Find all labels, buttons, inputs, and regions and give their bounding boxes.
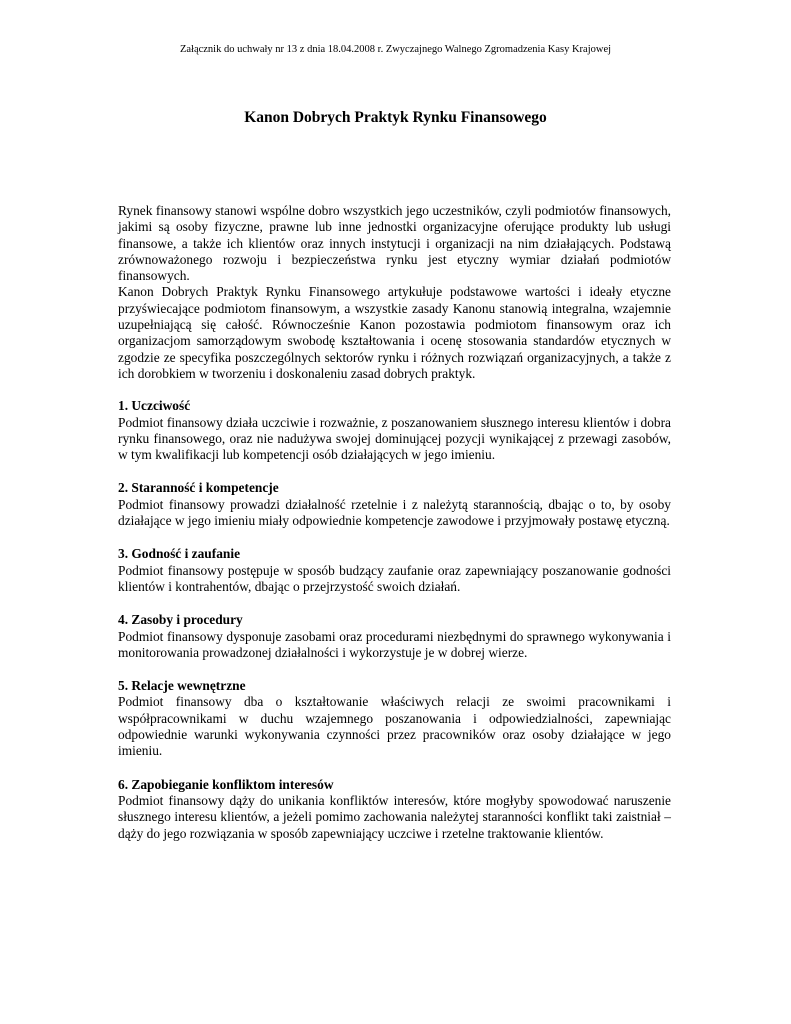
section-heading: 4. Zasoby i procedury — [118, 612, 243, 628]
section-heading: 3. Godność i zaufanie — [118, 546, 241, 562]
header-note: Załącznik do uchwały nr 13 z dnia 18.04.2008 r. Zwyczajnego Walnego Zgromadzenia Kasy Krajowej — [179, 44, 612, 55]
section-godnosc — [118, 546, 671, 595]
section-text: Podmiot finansowy postępuje w sposób budzący zaufanie oraz zapewniający poszanowanie godności klientów i kontrahentów, dbając o przejrzystość swoich działań. — [118, 562, 671, 594]
section-relacje — [118, 678, 671, 759]
section-text: Podmiot finansowy dba o kształtowanie właściwych relacji ze swoimi pracownikami i współpracownikami w duchu wzajemnego poszanowania i odpowiedzialności, zapewniając odpowiednie warunki wykonywania czynności przez pracowników oraz osoby działające w jego imieniu. — [118, 694, 671, 759]
section-heading: 2. Staranność i kompetencje — [118, 480, 279, 496]
section-konflikty — [118, 777, 671, 842]
section-heading: 5. Relacje wewnętrzne — [118, 678, 246, 694]
document-body — [118, 203, 671, 859]
section-heading: 6. Zapobieganie konfliktom interesów — [118, 776, 334, 792]
section-uczciwosc — [118, 398, 671, 463]
intro-paragraph: Kanon Dobrych Praktyk Rynku Finansowego artykułuje podstawowe wartości i ideały etyczne przyświecające podmiotom finansowym, a wszystkie zasady Kanonu stanowią integralna, wzajemnie uzupełniającą się całość. Równocześnie Kanon pozostawia podmiotom finansowym oraz ich organizacjom samorządowym swobodę kształtowania i ocenę stosowania standardów etycznych w zgodzie ze specyfika poszczególnych sektorów rynku i różnych rozwiązań organizacyjnych, a także z ich dorobkiem w tworzeniu i doskonaleniu zasad dobrych praktyk. — [118, 284, 671, 381]
section-heading: 1. Uczciwość — [118, 398, 191, 414]
section-text: Podmiot finansowy dysponuje zasobami oraz procedurami niezbędnymi do sprawnego wykonywania i monitorowania prowadzonej działalności i wykorzystuje je w dobrej wierze. — [118, 628, 671, 660]
intro — [118, 203, 671, 382]
section-starannosc — [118, 480, 671, 529]
section-zasoby — [118, 612, 671, 661]
document-title: Kanon Dobrych Praktyk Rynku Finansowego — [244, 109, 547, 126]
section-text: Podmiot finansowy prowadzi działalność rzetelnie i z należytą starannością, dbając o to, by osoby działające w jego imieniu miały odpowiednie kompetencje zawodowe i przyjmowały postawę etyczną. — [118, 496, 671, 529]
section-text: Podmiot finansowy dąży do unikania konfliktów interesów, które mogłyby spowodować naruszenie słusznego interesu klientów, a jeżeli pomimo zachowania należytej staranności konflikt taki zaistniał – dąży do jego rozwiązania w sposób zapewniający uczciwe i rzetelne traktowanie klientów. — [118, 792, 671, 841]
intro-paragraph: Rynek finansowy stanowi wspólne dobro wszystkich jego uczestników, czyli podmiotów finansowych, jakimi są osoby fizyczne, prawne lub inne jednostki organizacyjne oferujące produkty lub usługi finansowe, a także ich klientów oraz innych instytucji i organizacji na nim działających. Podstawą zrównoważonego rozwoju i bezpieczeństwa rynku jest etyczny wymiar działań podmiotów finansowych. — [118, 203, 671, 284]
section-text: Podmiot finansowy działa uczciwie i rozważnie, z poszanowaniem słusznego interesu klientów i dobra rynku finansowego, oraz nie nadużywa swojej dominującej pozycji wynikającej z przewagi zasobów, w tym kwalifikacji lub kompetencji osób działających w jego imieniu. — [118, 414, 671, 463]
